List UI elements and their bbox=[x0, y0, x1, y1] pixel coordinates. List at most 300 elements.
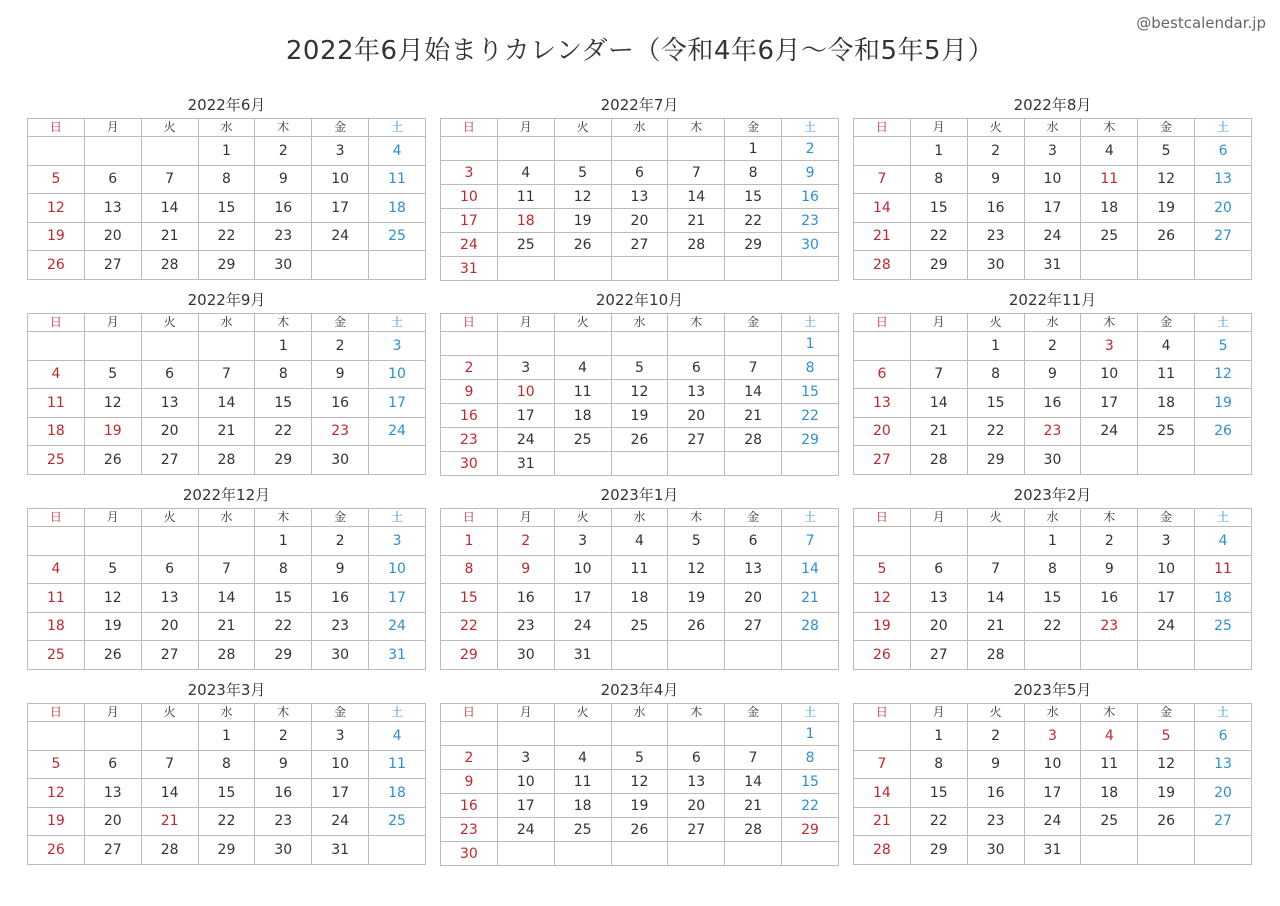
day-cell bbox=[84, 527, 141, 556]
day-cell: 7 bbox=[198, 360, 255, 389]
weekday-header: 土 bbox=[782, 314, 839, 332]
day-cell: 30 bbox=[497, 641, 554, 670]
month-title: 2023年4月 bbox=[600, 681, 679, 699]
day-cell: 1 bbox=[255, 527, 312, 556]
day-cell: 26 bbox=[554, 233, 611, 257]
day-cell: 10 bbox=[554, 555, 611, 584]
day-cell: 14 bbox=[967, 584, 1024, 613]
weekday-header: 木 bbox=[1081, 704, 1138, 722]
weekday-header: 木 bbox=[1081, 119, 1138, 137]
month-calendar bbox=[853, 93, 1252, 288]
day-cell: 3 bbox=[369, 527, 426, 556]
day-cell: 1 bbox=[1024, 527, 1081, 556]
day-cell: 12 bbox=[1138, 750, 1195, 779]
day-cell: 25 bbox=[1138, 417, 1195, 446]
weekday-header: 金 bbox=[1138, 119, 1195, 137]
weekday-header: 木 bbox=[668, 704, 725, 722]
day-cell: 17 bbox=[497, 404, 554, 428]
day-cell: 27 bbox=[910, 641, 967, 670]
day-cell: 23 bbox=[312, 612, 369, 641]
day-cell: 7 bbox=[725, 746, 782, 770]
day-cell: 25 bbox=[28, 446, 85, 475]
day-cell: 10 bbox=[312, 165, 369, 194]
day-cell bbox=[1081, 446, 1138, 475]
month-title: 2022年12月 bbox=[182, 486, 271, 504]
day-cell bbox=[668, 842, 725, 866]
day-cell: 30 bbox=[967, 251, 1024, 280]
day-cell: 27 bbox=[141, 446, 198, 475]
day-cell: 25 bbox=[554, 428, 611, 452]
day-cell: 11 bbox=[369, 165, 426, 194]
day-cell bbox=[141, 722, 198, 751]
day-cell: 9 bbox=[967, 750, 1024, 779]
day-cell bbox=[1138, 836, 1195, 865]
day-cell: 12 bbox=[28, 779, 85, 808]
day-cell: 15 bbox=[441, 584, 498, 613]
weekday-header: 水 bbox=[198, 119, 255, 137]
weekday-header: 火 bbox=[554, 704, 611, 722]
day-cell: 6 bbox=[141, 360, 198, 389]
day-cell: 8 bbox=[1024, 555, 1081, 584]
weekday-header: 水 bbox=[1024, 119, 1081, 137]
day-cell: 8 bbox=[198, 165, 255, 194]
day-cell bbox=[668, 137, 725, 161]
month-title: 2023年1月 bbox=[600, 486, 679, 504]
day-cell: 17 bbox=[1138, 584, 1195, 613]
day-cell bbox=[1195, 836, 1252, 865]
day-cell bbox=[782, 842, 839, 866]
day-cell: 16 bbox=[441, 794, 498, 818]
day-cell: 12 bbox=[84, 389, 141, 418]
day-cell bbox=[369, 836, 426, 865]
weekday-header: 日 bbox=[854, 509, 911, 527]
month-calendar bbox=[440, 678, 839, 873]
day-cell: 11 bbox=[1081, 165, 1138, 194]
day-cell: 1 bbox=[910, 722, 967, 751]
month-title: 2022年8月 bbox=[1013, 96, 1092, 114]
weekday-header: 金 bbox=[312, 119, 369, 137]
weekday-header: 月 bbox=[910, 704, 967, 722]
day-cell bbox=[1195, 251, 1252, 280]
day-cell: 30 bbox=[312, 641, 369, 670]
day-cell: 25 bbox=[497, 233, 554, 257]
page-title: 2022年6月始まりカレンダー（令和4年6月〜令和5年5月） bbox=[285, 36, 995, 66]
day-cell: 21 bbox=[198, 612, 255, 641]
day-cell: 21 bbox=[967, 612, 1024, 641]
day-cell: 26 bbox=[1138, 222, 1195, 251]
day-cell: 6 bbox=[1195, 137, 1252, 166]
day-cell bbox=[668, 452, 725, 476]
day-cell bbox=[854, 332, 911, 361]
day-cell: 18 bbox=[1138, 389, 1195, 418]
day-cell: 20 bbox=[910, 612, 967, 641]
weekday-header: 日 bbox=[441, 314, 498, 332]
day-cell: 11 bbox=[554, 380, 611, 404]
day-cell: 20 bbox=[141, 612, 198, 641]
weekday-header: 火 bbox=[967, 704, 1024, 722]
day-cell: 10 bbox=[497, 380, 554, 404]
day-cell: 13 bbox=[668, 770, 725, 794]
day-cell bbox=[611, 452, 668, 476]
day-cell: 17 bbox=[312, 194, 369, 223]
day-cell: 18 bbox=[28, 612, 85, 641]
weekday-header: 火 bbox=[141, 509, 198, 527]
day-cell: 31 bbox=[1024, 251, 1081, 280]
day-cell bbox=[84, 722, 141, 751]
day-cell: 27 bbox=[854, 446, 911, 475]
day-cell: 15 bbox=[910, 194, 967, 223]
day-cell: 8 bbox=[782, 356, 839, 380]
weekday-header: 月 bbox=[84, 509, 141, 527]
day-cell bbox=[854, 137, 911, 166]
day-cell: 10 bbox=[1081, 360, 1138, 389]
day-cell: 12 bbox=[611, 380, 668, 404]
day-cell: 28 bbox=[854, 836, 911, 865]
day-cell bbox=[441, 722, 498, 746]
weekday-header: 金 bbox=[312, 704, 369, 722]
day-cell: 15 bbox=[1024, 584, 1081, 613]
day-cell bbox=[725, 842, 782, 866]
day-cell: 22 bbox=[910, 222, 967, 251]
day-cell: 16 bbox=[497, 584, 554, 613]
day-cell bbox=[497, 332, 554, 356]
day-cell: 1 bbox=[198, 722, 255, 751]
day-cell: 11 bbox=[369, 750, 426, 779]
weekday-header: 水 bbox=[1024, 509, 1081, 527]
day-cell: 11 bbox=[497, 185, 554, 209]
day-cell: 12 bbox=[611, 770, 668, 794]
day-cell: 20 bbox=[611, 209, 668, 233]
month-title: 2022年7月 bbox=[600, 96, 679, 114]
day-cell: 18 bbox=[369, 779, 426, 808]
day-cell: 8 bbox=[910, 165, 967, 194]
day-cell: 26 bbox=[84, 446, 141, 475]
day-cell: 7 bbox=[854, 165, 911, 194]
day-cell: 15 bbox=[198, 779, 255, 808]
day-cell bbox=[554, 332, 611, 356]
day-cell: 2 bbox=[441, 356, 498, 380]
weekday-header: 金 bbox=[725, 314, 782, 332]
day-cell: 28 bbox=[198, 641, 255, 670]
day-cell: 3 bbox=[1081, 332, 1138, 361]
day-cell: 21 bbox=[854, 222, 911, 251]
weekday-header: 月 bbox=[84, 119, 141, 137]
weekday-header: 金 bbox=[725, 704, 782, 722]
weekday-header: 金 bbox=[1138, 509, 1195, 527]
day-cell: 8 bbox=[967, 360, 1024, 389]
day-cell: 24 bbox=[497, 428, 554, 452]
weekday-header: 月 bbox=[84, 314, 141, 332]
weekday-header: 木 bbox=[668, 509, 725, 527]
day-cell: 18 bbox=[369, 194, 426, 223]
day-cell: 2 bbox=[1081, 527, 1138, 556]
day-cell: 16 bbox=[967, 194, 1024, 223]
day-cell bbox=[1024, 641, 1081, 670]
day-cell: 20 bbox=[1195, 194, 1252, 223]
month-table bbox=[27, 508, 426, 670]
day-cell: 4 bbox=[1195, 527, 1252, 556]
day-cell: 28 bbox=[967, 641, 1024, 670]
day-cell bbox=[312, 251, 369, 280]
calendar-grid bbox=[27, 93, 1253, 873]
day-cell: 29 bbox=[967, 446, 1024, 475]
weekday-header: 日 bbox=[854, 119, 911, 137]
day-cell: 23 bbox=[967, 807, 1024, 836]
day-cell bbox=[554, 257, 611, 281]
day-cell: 23 bbox=[1081, 612, 1138, 641]
day-cell: 23 bbox=[497, 612, 554, 641]
day-cell: 11 bbox=[1138, 360, 1195, 389]
weekday-header: 月 bbox=[910, 509, 967, 527]
month-title: 2022年10月 bbox=[595, 291, 684, 309]
day-cell bbox=[725, 641, 782, 670]
day-cell bbox=[611, 332, 668, 356]
day-cell: 1 bbox=[910, 137, 967, 166]
day-cell: 13 bbox=[141, 584, 198, 613]
weekday-header: 土 bbox=[369, 119, 426, 137]
day-cell bbox=[84, 332, 141, 361]
weekday-header: 火 bbox=[141, 119, 198, 137]
day-cell: 3 bbox=[497, 746, 554, 770]
day-cell: 31 bbox=[497, 452, 554, 476]
day-cell: 29 bbox=[441, 641, 498, 670]
weekday-header: 土 bbox=[782, 119, 839, 137]
day-cell bbox=[611, 137, 668, 161]
day-cell: 5 bbox=[611, 356, 668, 380]
day-cell: 22 bbox=[725, 209, 782, 233]
weekday-header: 日 bbox=[441, 704, 498, 722]
day-cell: 10 bbox=[312, 750, 369, 779]
day-cell: 27 bbox=[1195, 807, 1252, 836]
day-cell: 3 bbox=[441, 161, 498, 185]
day-cell: 28 bbox=[141, 251, 198, 280]
weekday-header: 木 bbox=[1081, 314, 1138, 332]
weekday-header: 月 bbox=[497, 119, 554, 137]
day-cell: 2 bbox=[1024, 332, 1081, 361]
day-cell bbox=[441, 137, 498, 161]
day-cell: 1 bbox=[255, 332, 312, 361]
day-cell: 29 bbox=[198, 836, 255, 865]
day-cell: 7 bbox=[782, 527, 839, 556]
day-cell: 24 bbox=[1024, 807, 1081, 836]
day-cell: 25 bbox=[1081, 222, 1138, 251]
day-cell bbox=[141, 332, 198, 361]
day-cell: 15 bbox=[255, 584, 312, 613]
day-cell: 10 bbox=[1024, 165, 1081, 194]
day-cell: 4 bbox=[554, 746, 611, 770]
day-cell bbox=[782, 641, 839, 670]
weekday-header: 日 bbox=[28, 509, 85, 527]
day-cell: 13 bbox=[1195, 750, 1252, 779]
day-cell: 25 bbox=[1081, 807, 1138, 836]
day-cell: 31 bbox=[312, 836, 369, 865]
day-cell: 10 bbox=[497, 770, 554, 794]
day-cell: 18 bbox=[611, 584, 668, 613]
day-cell: 30 bbox=[441, 842, 498, 866]
day-cell: 9 bbox=[441, 770, 498, 794]
month-title: 2022年6月 bbox=[187, 96, 266, 114]
day-cell: 18 bbox=[1081, 194, 1138, 223]
weekday-header: 月 bbox=[910, 119, 967, 137]
month-table bbox=[853, 313, 1252, 475]
day-cell: 4 bbox=[369, 722, 426, 751]
weekday-header: 水 bbox=[611, 509, 668, 527]
day-cell: 17 bbox=[1024, 779, 1081, 808]
day-cell: 17 bbox=[554, 584, 611, 613]
day-cell: 9 bbox=[255, 750, 312, 779]
day-cell: 22 bbox=[198, 807, 255, 836]
weekday-header: 火 bbox=[141, 314, 198, 332]
day-cell: 19 bbox=[1138, 779, 1195, 808]
day-cell: 14 bbox=[910, 389, 967, 418]
day-cell bbox=[668, 722, 725, 746]
day-cell: 29 bbox=[782, 818, 839, 842]
day-cell: 29 bbox=[782, 428, 839, 452]
day-cell bbox=[1081, 641, 1138, 670]
day-cell: 20 bbox=[668, 404, 725, 428]
day-cell: 26 bbox=[28, 251, 85, 280]
weekday-header: 土 bbox=[782, 509, 839, 527]
day-cell: 19 bbox=[28, 807, 85, 836]
day-cell bbox=[441, 332, 498, 356]
day-cell bbox=[854, 527, 911, 556]
day-cell: 28 bbox=[782, 612, 839, 641]
day-cell: 9 bbox=[255, 165, 312, 194]
weekday-header: 金 bbox=[725, 119, 782, 137]
day-cell: 21 bbox=[782, 584, 839, 613]
day-cell: 8 bbox=[255, 360, 312, 389]
weekday-header: 火 bbox=[554, 119, 611, 137]
day-cell: 18 bbox=[554, 404, 611, 428]
day-cell bbox=[369, 251, 426, 280]
day-cell bbox=[1081, 251, 1138, 280]
day-cell: 29 bbox=[255, 446, 312, 475]
day-cell: 6 bbox=[611, 161, 668, 185]
weekday-header: 金 bbox=[1138, 704, 1195, 722]
weekday-header: 火 bbox=[967, 314, 1024, 332]
day-cell: 27 bbox=[668, 428, 725, 452]
day-cell: 4 bbox=[369, 137, 426, 166]
month-table bbox=[440, 313, 839, 476]
day-cell bbox=[369, 446, 426, 475]
day-cell bbox=[611, 257, 668, 281]
day-cell: 19 bbox=[1138, 194, 1195, 223]
day-cell: 2 bbox=[312, 332, 369, 361]
weekday-header: 月 bbox=[497, 314, 554, 332]
day-cell: 25 bbox=[1195, 612, 1252, 641]
day-cell: 16 bbox=[312, 584, 369, 613]
day-cell: 5 bbox=[28, 165, 85, 194]
day-cell: 4 bbox=[28, 360, 85, 389]
day-cell: 2 bbox=[782, 137, 839, 161]
day-cell: 22 bbox=[910, 807, 967, 836]
day-cell: 15 bbox=[782, 380, 839, 404]
day-cell: 24 bbox=[441, 233, 498, 257]
day-cell bbox=[198, 527, 255, 556]
day-cell: 6 bbox=[854, 360, 911, 389]
day-cell: 7 bbox=[141, 750, 198, 779]
day-cell: 14 bbox=[854, 779, 911, 808]
day-cell: 21 bbox=[725, 794, 782, 818]
day-cell: 2 bbox=[255, 722, 312, 751]
day-cell: 21 bbox=[910, 417, 967, 446]
day-cell bbox=[1138, 446, 1195, 475]
day-cell: 2 bbox=[312, 527, 369, 556]
day-cell: 6 bbox=[84, 165, 141, 194]
weekday-header: 日 bbox=[28, 119, 85, 137]
day-cell bbox=[1138, 641, 1195, 670]
day-cell bbox=[554, 842, 611, 866]
day-cell: 16 bbox=[255, 779, 312, 808]
day-cell: 23 bbox=[782, 209, 839, 233]
month-table bbox=[853, 703, 1252, 865]
day-cell bbox=[84, 137, 141, 166]
day-cell bbox=[782, 257, 839, 281]
weekday-header: 月 bbox=[910, 314, 967, 332]
day-cell: 24 bbox=[312, 807, 369, 836]
day-cell: 9 bbox=[441, 380, 498, 404]
weekday-header: 水 bbox=[198, 704, 255, 722]
day-cell: 13 bbox=[141, 389, 198, 418]
day-cell: 9 bbox=[967, 165, 1024, 194]
day-cell: 16 bbox=[312, 389, 369, 418]
day-cell: 7 bbox=[854, 750, 911, 779]
day-cell: 5 bbox=[854, 555, 911, 584]
day-cell: 30 bbox=[1024, 446, 1081, 475]
day-cell: 18 bbox=[1081, 779, 1138, 808]
day-cell: 3 bbox=[1024, 137, 1081, 166]
day-cell: 1 bbox=[782, 332, 839, 356]
day-cell bbox=[198, 332, 255, 361]
day-cell: 22 bbox=[255, 417, 312, 446]
day-cell bbox=[28, 137, 85, 166]
day-cell bbox=[854, 722, 911, 751]
day-cell: 24 bbox=[1081, 417, 1138, 446]
weekday-header: 土 bbox=[369, 314, 426, 332]
day-cell: 24 bbox=[369, 417, 426, 446]
day-cell: 29 bbox=[725, 233, 782, 257]
day-cell: 26 bbox=[1138, 807, 1195, 836]
day-cell: 28 bbox=[141, 836, 198, 865]
day-cell: 18 bbox=[1195, 584, 1252, 613]
day-cell bbox=[497, 257, 554, 281]
day-cell: 13 bbox=[84, 779, 141, 808]
day-cell: 13 bbox=[910, 584, 967, 613]
month-table bbox=[853, 508, 1252, 670]
day-cell bbox=[497, 722, 554, 746]
day-cell: 15 bbox=[198, 194, 255, 223]
month-table bbox=[853, 118, 1252, 280]
weekday-header: 水 bbox=[198, 314, 255, 332]
day-cell: 22 bbox=[255, 612, 312, 641]
weekday-header: 月 bbox=[84, 704, 141, 722]
weekday-header: 土 bbox=[1195, 119, 1252, 137]
day-cell bbox=[1138, 251, 1195, 280]
day-cell bbox=[1081, 836, 1138, 865]
day-cell bbox=[668, 641, 725, 670]
weekday-header: 火 bbox=[967, 119, 1024, 137]
day-cell: 3 bbox=[312, 722, 369, 751]
day-cell: 14 bbox=[141, 194, 198, 223]
day-cell bbox=[611, 641, 668, 670]
day-cell: 22 bbox=[967, 417, 1024, 446]
day-cell: 17 bbox=[1081, 389, 1138, 418]
day-cell: 13 bbox=[725, 555, 782, 584]
weekday-header: 金 bbox=[1138, 314, 1195, 332]
day-cell bbox=[28, 332, 85, 361]
day-cell bbox=[28, 527, 85, 556]
day-cell: 13 bbox=[611, 185, 668, 209]
